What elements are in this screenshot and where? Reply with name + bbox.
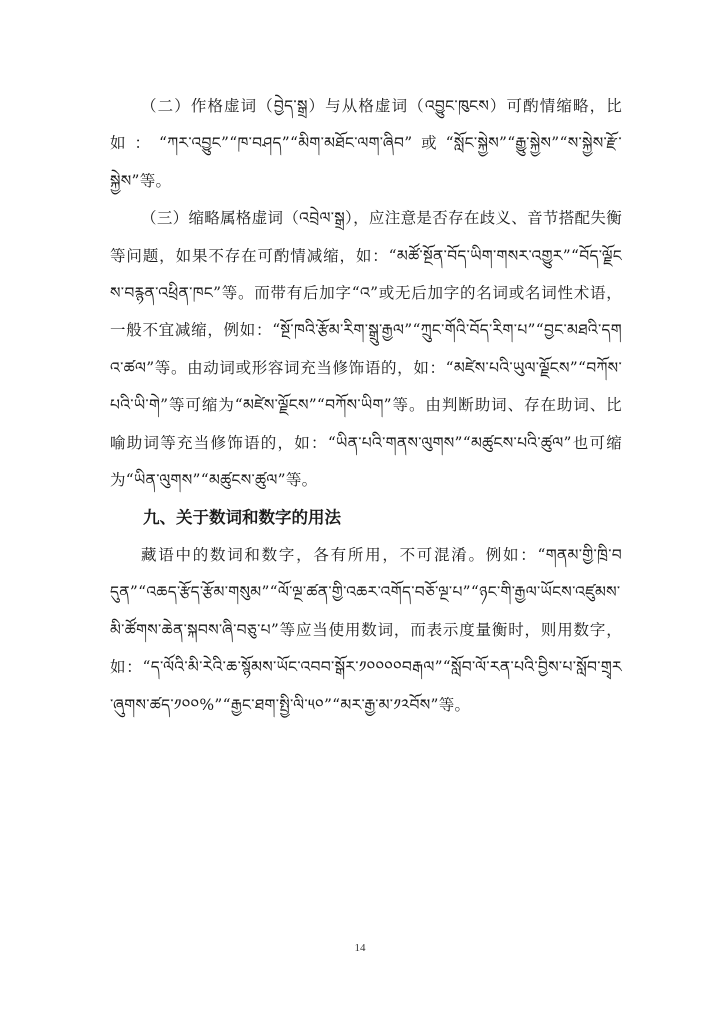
section-heading: 九、关于数词和数字的用法 bbox=[143, 508, 341, 528]
paragraph-genitive-particles: （三）缩略属格虚词（འབྲེལ་སྒྲ），应注意是否存在歧义、音节搭配失衡等问题，如果不存在可酌情减缩，如：“མཚོ་སྔོན་བོད་ཡིག་གསར་འགྱུར”“བོད་ལྗོངས་བརྙན་འཕྲིན་ཁང”等。而带有后加字“འ”或无后加字的名词或名词性术语，一般不宜减缩，例如：“སྔོ་ཁའི་རྩོམ་རིག་སྒྲུ་རྒྱལ”“ཀྲུང་གོའི་བོད་རིག་པ”“བྱང་མཐའི་དགའ་ཚལ”等。由动词或形容词充当修饰语的，如：“མཛེས་པའི་ཡུལ་ལྗོངས”“བཀོས་པའི་ཡི་གེ”等可缩为“མཛེས་ལྗོངས”“བཀོས་ཡིག”等。由判断助词、存在助词、比喻助词等充当修饰语的，如：“ཡིན་པའི་གནས་ལུགས”“མཚུངས་པའི་ཚུལ”也可缩为“ཡིན་ལུགས”“མཚུངས་ཚུལ”等。 bbox=[110, 209, 622, 490]
document-body bbox=[110, 88, 622, 724]
page-number: 14 bbox=[354, 942, 366, 954]
paragraph-numerals: 藏语中的数词和数字，各有所用，不可混淆。例如：“གནམ་གྱི་ཁྲི་བདུན”“འཆད་རྩོད་རྩོམ་གསུམ”“ལོ་ལྔ་ཚན་གྱི་འཆར་འགོད་བཅོ་ལྔ་པ”“ཉང་གི་རྒྱལ་ཡོངས་འཛུམས་མི་ཚོགས་ཆེན་སྐབས་ཞི་བཅུ་པ”等应当使用数词，而表示度量衡时，则用数字，如：“ད་ལོའི་མི་རེའི་ཆ་སྙོམས་ཡོང་འབབ་སྒོར་༡༠༠༠༠བརྒལ”“སློབ་ལོ་རན་པའི་བྱིས་པ་སློབ་གྲྭར་ཞུགས་ཚད་༡༠༠%”“རྒྱང་ཐག་སྤྱི་ལི་༥༠”“མར་རྒྱ་མ་༡༢བོས”等。 bbox=[110, 545, 622, 714]
paragraph-case-particles: （二）作格虚词（བྱེད་སྒྲ）与从格虚词（འབྱུང་ཁུངས）可酌情缩略，比如：“ཀར་འབྱུང”“ཁ་བཤད”“མིག་མཐོང་ལག་ཞིབ”或“སློང་སྐྱེས”“རྒྱུ་སྐྱེས”“ས་སྐྱེས་རྫོ་སྐྱེས”等。 bbox=[110, 97, 622, 190]
